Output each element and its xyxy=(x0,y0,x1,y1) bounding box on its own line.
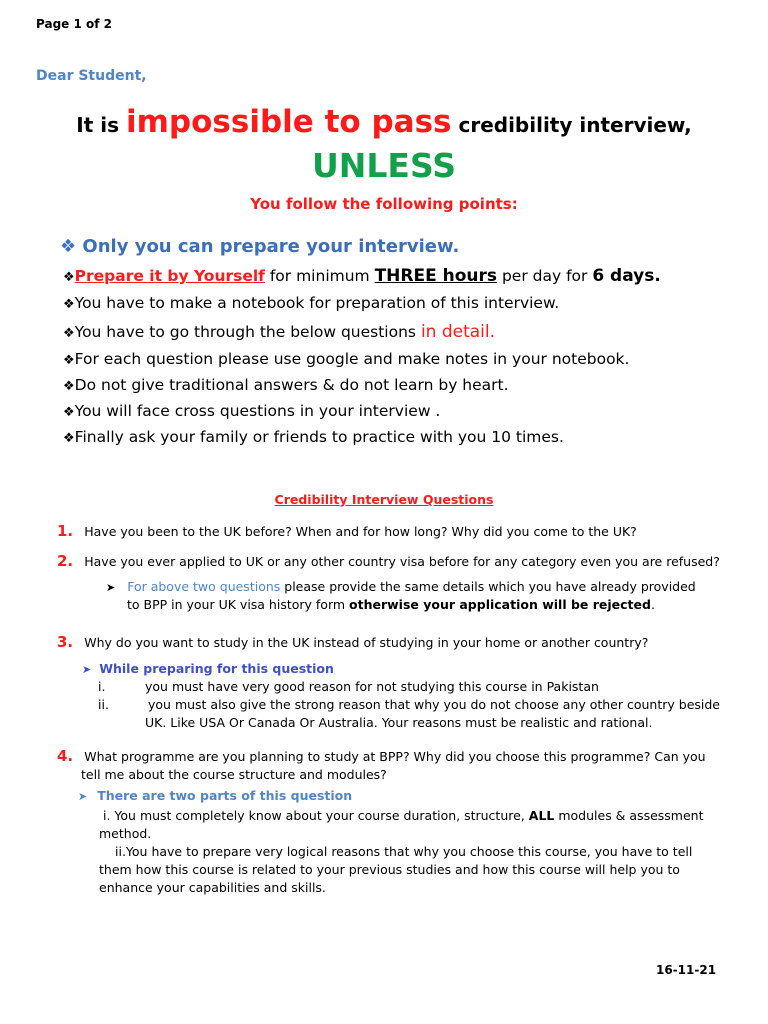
point-4-text: For each question please use google and make notes in your notebook. xyxy=(74,350,630,368)
diamond-bullet-icon: ❖ xyxy=(63,297,75,312)
question-number: 2. xyxy=(57,552,74,570)
question-4-item-ii: ii.You have to prepare very logical reasons that why you choose this course, you have to tell xyxy=(115,844,693,859)
point-1-red: Prepare it by Yourself xyxy=(74,267,265,285)
point-1-a: for minimum xyxy=(264,267,375,285)
question-3-item-ii xyxy=(98,697,720,712)
question-3-item-i xyxy=(98,679,599,694)
point-3-a: You have to go through the below questions xyxy=(74,323,421,341)
question-4-item-ii-cont-1: them how this course is related to your previous studies and how this course will help you to xyxy=(99,862,680,877)
question-4-item-i xyxy=(103,808,704,823)
question-1 xyxy=(57,521,637,540)
point-5-text: Do not give traditional answers & do not learn by heart. xyxy=(74,376,509,394)
item-text-bold: ALL xyxy=(528,808,555,823)
question-4-item-ii-cont-2: enhance your capabilities and skills. xyxy=(99,880,326,895)
point-7 xyxy=(63,428,564,446)
point-2 xyxy=(63,294,559,312)
point-5 xyxy=(63,376,509,394)
question-4-item-i-cont: method. xyxy=(99,826,152,841)
question-2-note-blue: For above two questions xyxy=(127,579,281,594)
item-number: i. xyxy=(98,679,106,694)
point-7-text: Finally ask your family or friends to practice with you 10 times. xyxy=(74,428,564,446)
question-3 xyxy=(57,632,648,651)
question-number: 3. xyxy=(57,633,74,651)
item-text: you must have very good reason for not studying this course in Pakistan xyxy=(145,679,599,694)
point-2-text: You have to make a notebook for preparation of this interview. xyxy=(74,294,560,312)
item-text: you must also give the strong reason that why you do not choose any other country beside xyxy=(148,697,720,712)
headline xyxy=(0,104,768,140)
question-4-sub xyxy=(78,788,352,803)
point-1 xyxy=(63,266,661,286)
footer-date: 16-11-21 xyxy=(656,963,717,977)
question-text: Why do you want to study in the UK instead of studying in your home or another country? xyxy=(84,635,649,650)
headline-emphasis: impossible to pass xyxy=(126,104,452,140)
question-text: Have you ever applied to UK or any other country visa before for any category even you are refused? xyxy=(84,554,720,569)
question-2-note-b: to BPP in your UK visa history form xyxy=(127,597,350,612)
headline-pre: It is xyxy=(76,113,120,137)
question-2-note-line-1 xyxy=(106,579,696,594)
diamond-bullet-icon: ❖ xyxy=(63,270,75,285)
question-2-note-a: please provide the same details which you have already provided xyxy=(280,579,696,594)
headline-post: credibility interview, xyxy=(458,113,692,137)
question-4-sub-text: There are two parts of this question xyxy=(97,788,353,803)
unless-heading: UNLESS xyxy=(311,146,457,185)
question-4-cont: tell me about the course structure and modules? xyxy=(81,767,387,782)
diamond-bullet-icon: ❖ xyxy=(63,405,75,420)
question-text: Have you been to the UK before? When and for how long? Why did you come to the UK? xyxy=(84,524,637,539)
only-you-point xyxy=(60,236,459,257)
diamond-bullet-icon: ❖ xyxy=(60,236,77,257)
question-text: What programme are you planning to study at BPP? Why did you choose this programme? Can you xyxy=(84,749,706,764)
item-number: ii. xyxy=(98,697,109,712)
point-1-hours: THREE hours xyxy=(374,266,498,286)
question-3-item-ii-cont: UK. Like USA Or Canada Or Australia. Your reasons must be realistic and rational. xyxy=(145,715,653,730)
point-3 xyxy=(63,322,495,342)
point-6-text: You will face cross questions in your interview . xyxy=(74,402,441,420)
arrow-bullet-icon: ➤ xyxy=(82,663,92,676)
page-number: Page 1 of 2 xyxy=(36,17,112,31)
section-title: Credibility Interview Questions xyxy=(274,492,494,507)
question-2-note-end: . xyxy=(650,597,655,612)
question-2-note-bold: otherwise your application will be rejected xyxy=(349,597,651,612)
question-4 xyxy=(57,746,706,765)
point-1-days: 6 days. xyxy=(592,266,661,286)
item-text-b: modules & assessment xyxy=(554,808,704,823)
diamond-bullet-icon: ❖ xyxy=(63,431,75,446)
point-6 xyxy=(63,402,440,420)
greeting: Dear Student, xyxy=(36,68,147,84)
point-4 xyxy=(63,350,629,368)
question-2 xyxy=(57,551,720,570)
question-3-sub xyxy=(82,661,334,676)
point-3-detail: in detail. xyxy=(420,322,496,342)
question-2-note-line-2 xyxy=(127,597,655,612)
diamond-bullet-icon: ❖ xyxy=(63,353,75,368)
only-you-text: Only you can prepare your interview. xyxy=(82,236,460,257)
arrow-bullet-icon: ➤ xyxy=(78,790,88,803)
point-1-c: per day for xyxy=(497,267,593,285)
item-text-a: i. You must completely know about your course duration, structure, xyxy=(103,808,529,823)
diamond-bullet-icon: ❖ xyxy=(63,379,75,394)
follow-subheading: You follow the following points: xyxy=(250,195,518,213)
question-number: 4. xyxy=(57,747,74,765)
diamond-bullet-icon: ❖ xyxy=(63,326,75,341)
question-number: 1. xyxy=(57,522,74,540)
arrow-bullet-icon: ➤ xyxy=(106,581,116,594)
question-3-sub-text: While preparing for this question xyxy=(99,661,334,676)
